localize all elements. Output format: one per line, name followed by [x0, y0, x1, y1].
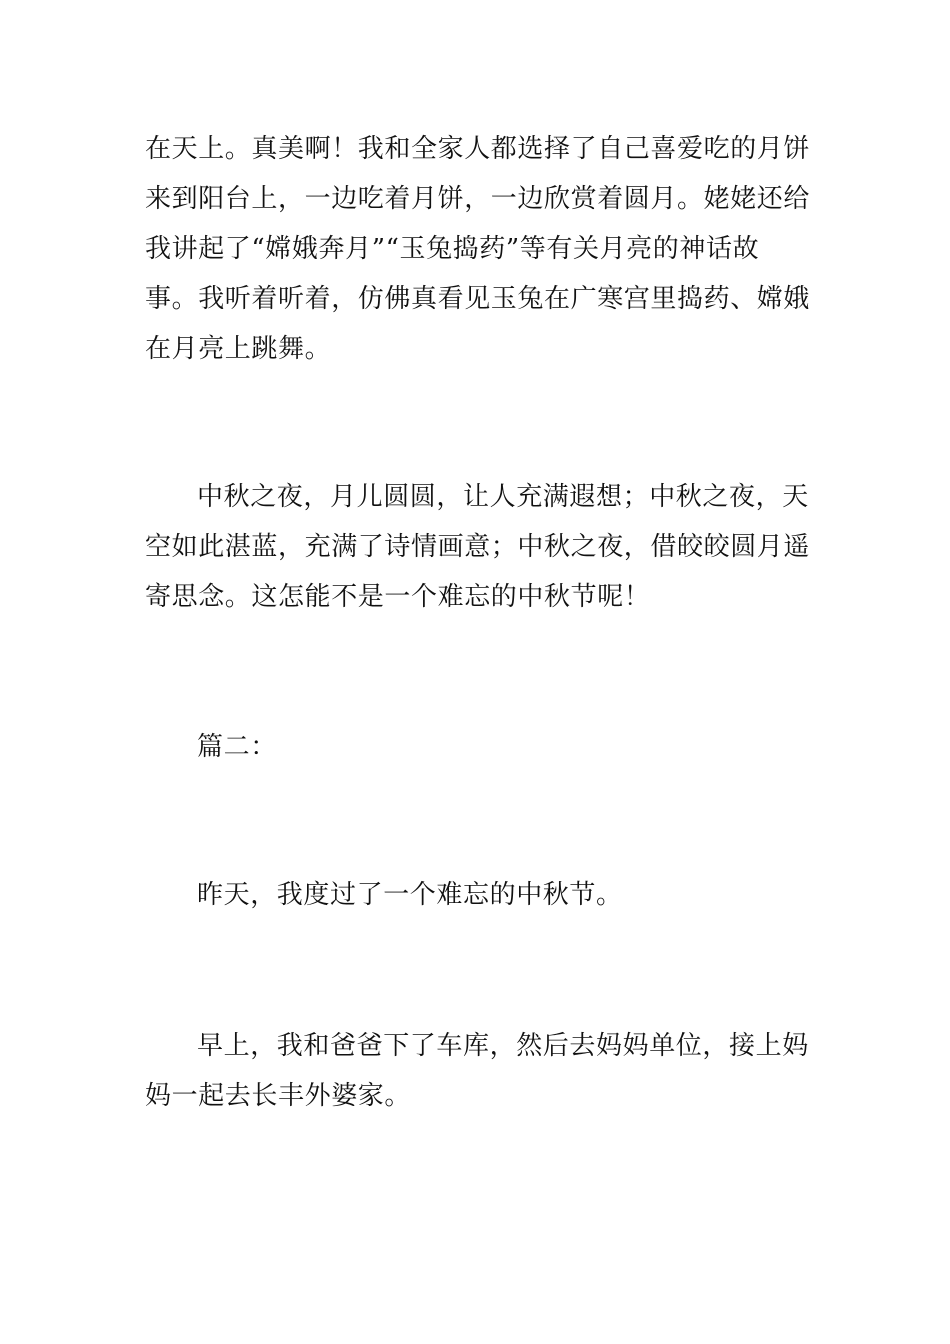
paragraph-line: 空如此湛蓝，充满了诗情画意；中秋之夜，借皎皎圆月遥 — [145, 532, 811, 562]
paragraph-1 — [145, 124, 810, 374]
section-heading — [145, 722, 810, 772]
paragraph-line: 寄思念。这怎能不是一个难忘的中秋节呢！ — [145, 582, 651, 612]
section-heading-text: 篇二： — [197, 732, 277, 762]
paragraph-line: 早上，我和爸爸下了车库，然后去妈妈单位，接上妈 — [197, 1031, 809, 1061]
paragraph-3 — [145, 870, 810, 920]
paragraph-2 — [145, 472, 810, 622]
paragraph-4 — [145, 1021, 810, 1121]
paragraph-line: 我讲起了“嫦娥奔月”“玉兔捣药”等有关月亮的神话故 — [145, 234, 760, 264]
paragraph-line: 在天上。真美啊！我和全家人都选择了自己喜爱吃的月饼 — [145, 134, 811, 164]
paragraph-line: 昨天，我度过了一个难忘的中秋节。 — [197, 880, 623, 910]
paragraph-line: 在月亮上跳舞。 — [145, 334, 332, 364]
paragraph-line: 中秋之夜，月儿圆圆，让人充满遐想；中秋之夜，天 — [197, 482, 809, 512]
paragraph-line: 来到阳台上，一边吃着月饼，一边欣赏着圆月。姥姥还给 — [145, 184, 811, 214]
paragraph-line: 妈一起去长丰外婆家。 — [145, 1081, 412, 1111]
paragraph-line: 事。我听着听着，仿佛真看见玉兔在广寒宫里捣药、嫦娥 — [145, 284, 811, 314]
